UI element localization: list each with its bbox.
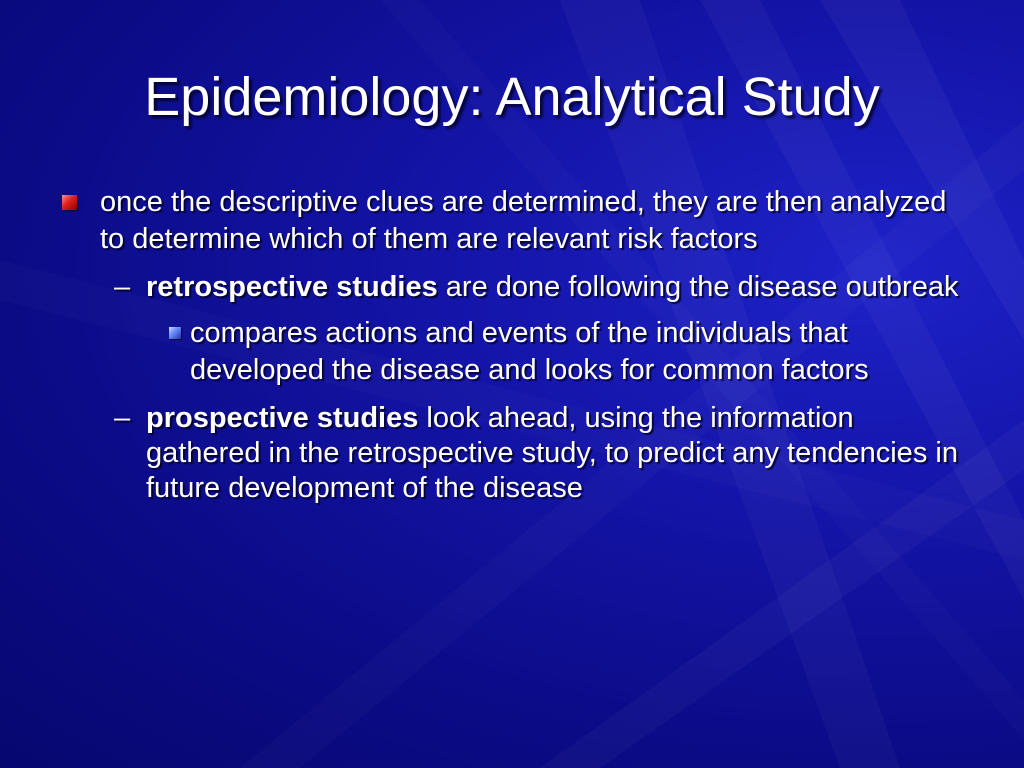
dash-bullet: –	[114, 271, 131, 303]
slide-title: Epidemiology: Analytical Study	[144, 67, 880, 127]
bullet-level1-item	[100, 184, 970, 258]
retrospective-text: are done following the disease outbreak	[437, 271, 959, 303]
prospective-term: prospective studies	[146, 402, 419, 434]
dash-bullet: –	[114, 402, 131, 434]
red-square-bullet-icon	[62, 195, 77, 210]
bullet-level1-text: once the descriptive clues are determined, they are then analyzed to determine which of them are relevant risk factors	[100, 186, 947, 255]
bullet-retrospective-item	[114, 270, 976, 305]
bullet-prospective-item	[114, 401, 976, 506]
prospective-text: look ahead, using the information gathered in the retrospective study, to predict any tendencies in future development of the disease	[146, 402, 958, 504]
blue-square-bullet-icon	[169, 327, 181, 339]
slide-content	[0, 184, 1024, 506]
retrospective-sub-text: compares actions and events of the individuals that developed the disease and looks for common factors	[190, 317, 869, 386]
bullet-retrospective-sub-item	[190, 315, 970, 389]
retrospective-term: retrospective studies	[146, 271, 438, 303]
